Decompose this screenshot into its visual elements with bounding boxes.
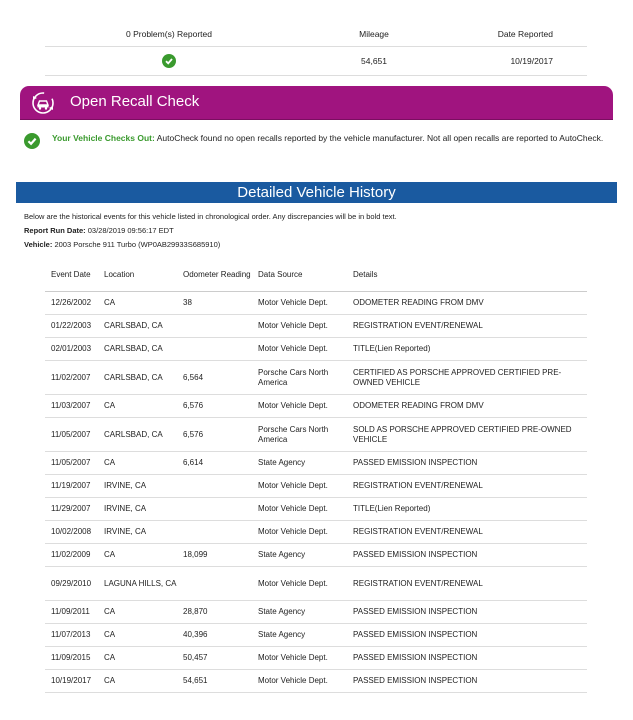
run-date-value: 03/28/2019 09:56:17 EDT: [85, 226, 174, 235]
cell-details: CERTIFIED AS PORSCHE APPROVED CERTIFIED PRE-OWNED VEHICLE: [347, 361, 587, 395]
cell-event-date: 11/29/2007: [45, 498, 98, 521]
cell-location: CARLSBAD, CA: [98, 418, 177, 452]
recall-title: Open Recall Check: [70, 93, 200, 110]
vehicle-value: 2003 Porsche 911 Turbo (WP0AB29933S685910): [52, 240, 221, 249]
cell-odometer: 28,870: [177, 601, 252, 624]
mileage-header: Mileage: [293, 22, 455, 47]
cell-details: PASSED EMISSION INSPECTION: [347, 601, 587, 624]
table-row: [45, 601, 587, 624]
cell-details: REGISTRATION EVENT/RENEWAL: [347, 521, 587, 544]
cell-details: TITLE(Lien Reported): [347, 498, 587, 521]
cell-data-source: Motor Vehicle Dept.: [252, 338, 347, 361]
cell-location: CA: [98, 544, 177, 567]
col-event-date: Event Date: [45, 259, 98, 292]
cell-location: CA: [98, 452, 177, 475]
history-header: Detailed Vehicle History: [16, 182, 617, 203]
cell-odometer: 6,576: [177, 395, 252, 418]
history-intro: Below are the historical events for this vehicle listed in chronological order. Any discrepancies will be in bold text.: [24, 212, 397, 221]
cell-odometer: 6,614: [177, 452, 252, 475]
table-row: [45, 647, 587, 670]
cell-details: ODOMETER READING FROM DMV: [347, 292, 587, 315]
cell-location: IRVINE, CA: [98, 475, 177, 498]
cell-location: CA: [98, 647, 177, 670]
history-table: [45, 259, 587, 693]
cell-event-date: 01/22/2003: [45, 315, 98, 338]
cell-event-date: 02/01/2003: [45, 338, 98, 361]
cell-event-date: 11/02/2007: [45, 361, 98, 395]
cell-odometer: [177, 338, 252, 361]
col-data-source: Data Source: [252, 259, 347, 292]
cell-odometer: 40,396: [177, 624, 252, 647]
cell-details: ODOMETER READING FROM DMV: [347, 395, 587, 418]
cell-location: CA: [98, 624, 177, 647]
table-row: [45, 624, 587, 647]
cell-location: IRVINE, CA: [98, 521, 177, 544]
mileage-value: 54,651: [293, 47, 455, 76]
cell-event-date: 11/05/2007: [45, 418, 98, 452]
problems-header: 0 Problem(s) Reported: [45, 22, 293, 47]
vehicle-info: [24, 240, 220, 249]
cell-data-source: State Agency: [252, 452, 347, 475]
check-circle-icon: [24, 133, 40, 149]
recall-message: [52, 131, 612, 145]
vehicle-label: Vehicle:: [24, 240, 53, 249]
cell-details: TITLE(Lien Reported): [347, 338, 587, 361]
cell-odometer: 50,457: [177, 647, 252, 670]
report-run-date: [24, 226, 174, 235]
cell-odometer: [177, 315, 252, 338]
check-circle-icon: [162, 54, 176, 68]
cell-details: PASSED EMISSION INSPECTION: [347, 624, 587, 647]
recall-header: [20, 86, 613, 119]
cell-odometer: [177, 498, 252, 521]
table-row: [45, 544, 587, 567]
table-row: [45, 418, 587, 452]
cell-data-source: Motor Vehicle Dept.: [252, 498, 347, 521]
cell-location: CARLSBAD, CA: [98, 338, 177, 361]
date-reported-value: 10/19/2017: [455, 47, 587, 76]
table-row: [45, 292, 587, 315]
cell-details: REGISTRATION EVENT/RENEWAL: [347, 567, 587, 601]
car-recall-icon: [30, 90, 56, 116]
run-date-label: Report Run Date:: [24, 226, 86, 235]
table-row: [45, 521, 587, 544]
history-table-wrap: [45, 259, 587, 693]
cell-location: CA: [98, 292, 177, 315]
cell-data-source: Motor Vehicle Dept.: [252, 475, 347, 498]
cell-data-source: Motor Vehicle Dept.: [252, 315, 347, 338]
cell-odometer: [177, 567, 252, 601]
cell-data-source: Porsche Cars North America: [252, 361, 347, 395]
cell-data-source: Motor Vehicle Dept.: [252, 670, 347, 693]
cell-event-date: 11/09/2011: [45, 601, 98, 624]
cell-event-date: 11/03/2007: [45, 395, 98, 418]
cell-event-date: 11/05/2007: [45, 452, 98, 475]
cell-odometer: [177, 521, 252, 544]
cell-location: CA: [98, 670, 177, 693]
cell-event-date: 12/26/2002: [45, 292, 98, 315]
table-row: [45, 567, 587, 601]
cell-location: LAGUNA HILLS, CA: [98, 567, 177, 601]
table-row: [45, 670, 587, 693]
recall-lead: Your Vehicle Checks Out:: [52, 133, 155, 143]
cell-data-source: Motor Vehicle Dept.: [252, 395, 347, 418]
table-row: [45, 361, 587, 395]
problems-status: [45, 47, 293, 76]
cell-location: CARLSBAD, CA: [98, 361, 177, 395]
table-row: [45, 452, 587, 475]
cell-data-source: State Agency: [252, 601, 347, 624]
cell-odometer: 6,564: [177, 361, 252, 395]
cell-details: PASSED EMISSION INSPECTION: [347, 670, 587, 693]
cell-location: CA: [98, 601, 177, 624]
cell-details: PASSED EMISSION INSPECTION: [347, 452, 587, 475]
col-details: Details: [347, 259, 587, 292]
col-location: Location: [98, 259, 177, 292]
cell-details: REGISTRATION EVENT/RENEWAL: [347, 475, 587, 498]
cell-odometer: 18,099: [177, 544, 252, 567]
cell-odometer: [177, 475, 252, 498]
cell-event-date: 11/02/2009: [45, 544, 98, 567]
cell-location: CARLSBAD, CA: [98, 315, 177, 338]
cell-location: IRVINE, CA: [98, 498, 177, 521]
cell-data-source: Porsche Cars North America: [252, 418, 347, 452]
cell-odometer: 54,651: [177, 670, 252, 693]
cell-details: REGISTRATION EVENT/RENEWAL: [347, 315, 587, 338]
cell-odometer: 38: [177, 292, 252, 315]
cell-data-source: Motor Vehicle Dept.: [252, 292, 347, 315]
cell-odometer: 6,576: [177, 418, 252, 452]
cell-data-source: Motor Vehicle Dept.: [252, 521, 347, 544]
cell-data-source: Motor Vehicle Dept.: [252, 647, 347, 670]
table-row: [45, 475, 587, 498]
cell-location: CA: [98, 395, 177, 418]
recall-text: AutoCheck found no open recalls reported by the vehicle manufacturer. Not all open recalls are reported to AutoCheck.: [154, 133, 604, 143]
table-row: [45, 395, 587, 418]
table-row: [45, 498, 587, 521]
cell-event-date: 10/19/2017: [45, 670, 98, 693]
cell-details: SOLD AS PORSCHE APPROVED CERTIFIED PRE-OWNED VEHICLE: [347, 418, 587, 452]
cell-data-source: State Agency: [252, 624, 347, 647]
col-odometer: Odometer Reading: [177, 259, 252, 292]
cell-event-date: 09/29/2010: [45, 567, 98, 601]
summary-table: [45, 22, 587, 76]
cell-details: PASSED EMISSION INSPECTION: [347, 544, 587, 567]
table-row: [45, 315, 587, 338]
history-rows: [45, 292, 587, 693]
problem-summary: [45, 22, 587, 76]
cell-event-date: 11/09/2015: [45, 647, 98, 670]
cell-data-source: State Agency: [252, 544, 347, 567]
cell-details: PASSED EMISSION INSPECTION: [347, 647, 587, 670]
cell-event-date: 11/19/2007: [45, 475, 98, 498]
cell-data-source: Motor Vehicle Dept.: [252, 567, 347, 601]
cell-event-date: 10/02/2008: [45, 521, 98, 544]
cell-event-date: 11/07/2013: [45, 624, 98, 647]
table-row: [45, 338, 587, 361]
date-header: Date Reported: [455, 22, 587, 47]
